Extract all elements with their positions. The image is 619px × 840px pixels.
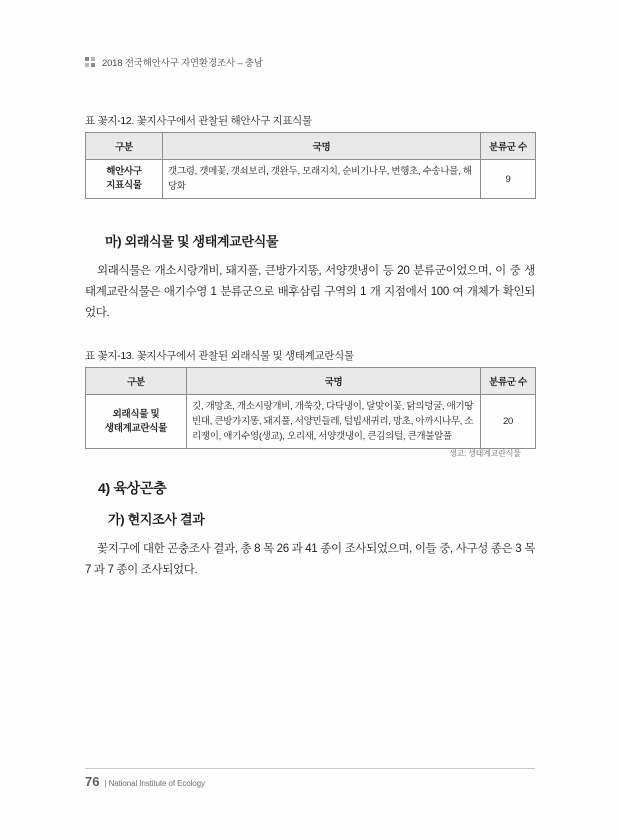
table2-row0-names: 깃, 개망초, 개소시랑개비, 개쑥갓, 다닥냉이, 달맞이꽃, 닭의덩굴, 애기땅빈대, 큰방가지똥, 돼지풀, 서양민들레, 털빕새귀리, 망초, 아까시나무, 소리쟁이, 애기수영(생교), 오리새, 서양갯냉이, 큰김의털, 큰개불알풀 [187, 395, 481, 449]
heading-hyeonjijosa-gyeolgwa: 가) 현지조사 결과 [108, 512, 205, 527]
footer-page-number: 76 [85, 774, 100, 789]
table1-caption: 표 꽃지-12. 꽃지사구에서 관찰된 해안사구 지표식물 [85, 115, 312, 127]
footer-separator: | [104, 779, 109, 788]
header-title: 2018 전국해안사구 자연환경조사 – 충남 [102, 58, 263, 69]
heading-yuksanggonchung: 4) 육상곤충 [98, 480, 167, 496]
table2-note: 생교: 생태계교란식물 [449, 449, 521, 458]
table-header-row [86, 133, 536, 160]
table2-header-gukmyeong: 국명 [187, 368, 481, 395]
table2-header-gubun: 구분 [86, 368, 187, 395]
table-oeraesikmul-saengtaegyegyoran [85, 367, 536, 449]
page-header [85, 55, 535, 69]
table1-header-bunryugun: 분류군 수 [481, 133, 536, 160]
table-haeansagu-jipyosikmul [85, 132, 536, 199]
table2-caption: 표 꽃지-13. 꽃지사구에서 관찰된 외래식물 및 생태계교란식물 [85, 350, 354, 362]
table2-header-bunryugun: 분류군 수 [481, 368, 536, 395]
table-header-row [86, 368, 536, 395]
table2-row0-count: 20 [481, 395, 536, 449]
header-logo-icon [85, 57, 96, 68]
table1-row0-names: 갯그령, 갯메꽃, 갯쇠보리, 갯완두, 모래지치, 순비기나무, 번행초, 수송나물, 해당화 [163, 160, 481, 199]
paragraph-gonchung: 꽃지구에 대한 곤충조사 결과, 총 8 목 26 과 41 종이 조사되었으며, 이들 중, 사구성 종은 3 목 7 과 7 종이 조사되었다. [85, 543, 535, 576]
footer-institute [104, 779, 204, 788]
table-row [86, 160, 536, 199]
paragraph-oeraesikmul: 외래식물은 개소시랑개비, 돼지풀, 큰방가지똥, 서양갯냉이 등 20 분류군이었으며, 이 중 생태계교란식물은 애기수영 1 분류군으로 배후삼림 구역의 1 개 지점에서 100 여 개체가 확인되었다. [85, 265, 535, 319]
table1-row0-count: 9 [481, 160, 536, 199]
table1-row0-label: 해안사구 지표식물 [86, 160, 163, 199]
table2-row0-label: 외래식물 및 생태계교란식물 [86, 395, 187, 449]
heading-oeraesikmul: 마) 외래식물 및 생태계교란식물 [105, 234, 279, 249]
table-row [86, 395, 536, 449]
table1-header-gubun: 구분 [86, 133, 163, 160]
footer-institute-name: National Institute of Ecology [108, 779, 205, 788]
page-footer [85, 774, 205, 789]
table1-header-gukmyeong: 국명 [163, 133, 481, 160]
footer-divider [85, 768, 535, 769]
